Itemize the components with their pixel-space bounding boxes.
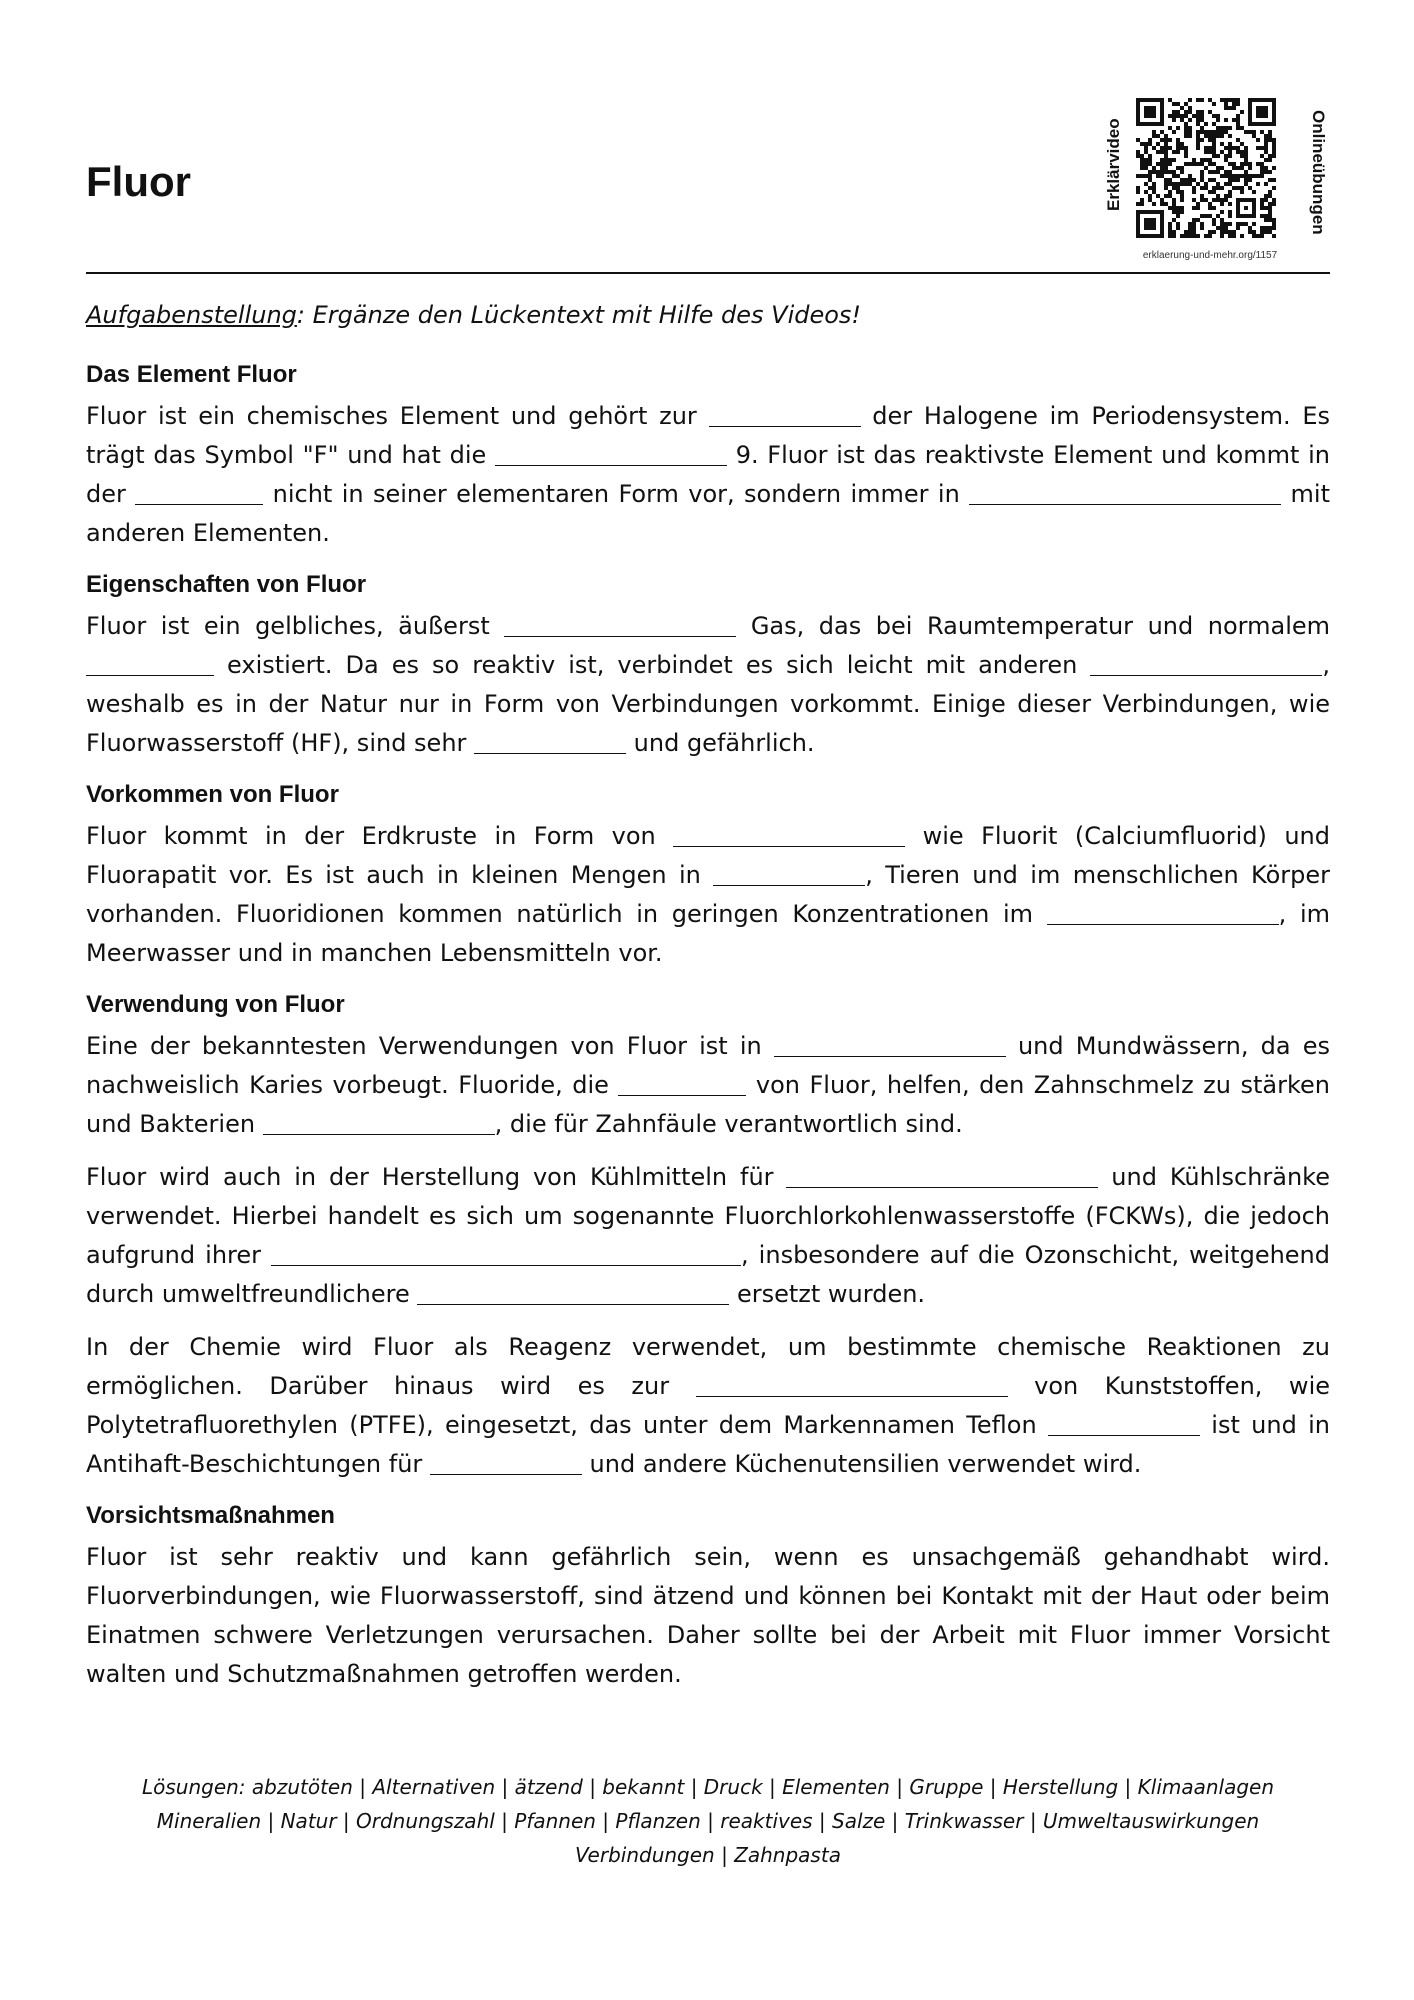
paragraph-verwendung-3 xyxy=(86,1328,1330,1484)
blank-field[interactable] xyxy=(696,1370,1008,1397)
blank-field[interactable] xyxy=(263,1108,495,1135)
text-segment: und andere Küchenutensilien verwendet wird. xyxy=(581,1450,1142,1478)
heading-eigenschaften: Eigenschaften von Fluor xyxy=(86,571,367,598)
text-segment: Fluor ist ein gelbliches, äußerst xyxy=(86,612,505,640)
solutions-line: Verbindungen | Zahnpasta xyxy=(575,1843,841,1867)
text-segment: Fluor ist ein chemisches Element und gehört zur xyxy=(86,402,709,430)
heading-element: Das Element Fluor xyxy=(86,361,297,388)
blank-field[interactable] xyxy=(673,820,905,847)
blank-field[interactable] xyxy=(495,439,727,466)
text-segment: mit anderen Elementen. xyxy=(86,480,1331,547)
paragraph-vorkommen xyxy=(86,817,1330,973)
paragraph-element xyxy=(86,397,1330,553)
text-segment: , insbesondere auf die Ozonschicht, weitgehend durch umweltfreundlichere xyxy=(86,1241,1331,1308)
text-segment: , die für Zahnfäule verantwortlich sind. xyxy=(494,1110,963,1138)
heading-verwendung: Verwendung von Fluor xyxy=(86,991,345,1018)
text-segment: Fluor kommt in der Erdkruste in Form von xyxy=(86,822,674,850)
text-segment: , im Meerwasser und in manchen Lebensmitteln vor. xyxy=(86,900,1330,967)
blank-field[interactable] xyxy=(786,1161,1098,1188)
paragraph-eigenschaften xyxy=(86,607,1330,763)
text-segment: ist und in Antihaft-Beschichtungen für xyxy=(86,1411,1330,1478)
task-label: Aufgabenstellung xyxy=(86,301,297,329)
heading-vorsicht: Vorsichtsmaßnahmen xyxy=(86,1502,335,1529)
text-segment: Fluor wird auch in der Herstellung von Kühlmitteln für xyxy=(86,1163,787,1191)
text-segment: und Kühlschränke verwendet. Hierbei handelt es sich um sogenannte Fluorchlorkohlenwasserstoffe (FCKWs), die jedoch aufgrund ihrer xyxy=(86,1163,1330,1269)
qr-block xyxy=(1086,88,1346,268)
paragraph-vorsicht: Fluor ist sehr reaktiv und kann gefährlich sein, wenn es unsachgemäß gehandhabt wird. Fluorverbindungen, wie Fluorwasserstoff, sind ätzend und können bei Kontakt mit der Haut oder beim Einatmen schwere Verletzungen verursachen. Daher sollte bei der Arbeit mit Fluor immer Vorsicht walten und Schutzmaßnahmen getroffen werden. xyxy=(86,1543,1330,1688)
qr-label-erklaervideo: Erklärvideo xyxy=(1104,118,1123,212)
qr-code-icon[interactable] xyxy=(1132,94,1280,242)
blank-field[interactable] xyxy=(417,1278,729,1305)
blank-field[interactable] xyxy=(86,649,214,676)
qr-url[interactable]: erklaerung-und-mehr.org/1157 xyxy=(1142,250,1278,261)
task-text: : Ergänze den Lückentext mit Hilfe des Videos! xyxy=(296,301,862,329)
text-segment: 9. Fluor ist das reaktivste Element und kommt in der xyxy=(86,441,1330,508)
blank-field[interactable] xyxy=(430,1448,582,1475)
solutions-box xyxy=(86,1770,1330,1872)
text-segment: , weshalb es in der Natur nur in Form von Verbindungen vorkommt. Einige dieser Verbindungen, wie Fluorwasserstoff (HF), sind sehr xyxy=(86,651,1330,757)
blank-field[interactable] xyxy=(271,1239,741,1266)
text-segment: wie Fluorit (Calciumfluorid) und Fluorapatit vor. Es ist auch in kleinen Mengen in xyxy=(86,822,1330,889)
qr-label-onlineuebungen: Onlineübungen xyxy=(1309,109,1328,235)
blank-field[interactable] xyxy=(135,478,263,505)
text-segment: existiert. Da es so reaktiv ist, verbindet es sich leicht mit anderen xyxy=(214,651,1091,679)
blank-field[interactable] xyxy=(618,1069,746,1096)
solutions-line: Lösungen: abzutöten | Alternativen | ätzend | bekannt | Druck | Elementen | Gruppe | Herstellung | Klimaanlagen xyxy=(141,1775,1275,1799)
heading-vorkommen: Vorkommen von Fluor xyxy=(86,781,339,808)
text-segment: ersetzt wurden. xyxy=(729,1280,926,1308)
page-title: Fluor xyxy=(86,158,191,205)
blank-field[interactable] xyxy=(1047,898,1279,925)
header-divider xyxy=(86,272,1330,274)
worksheet-content xyxy=(86,296,1330,1708)
blank-field[interactable] xyxy=(1090,649,1322,676)
text-segment: In der Chemie wird Fluor als Reagenz verwendet, um bestimmte chemische Reaktionen zu ermöglichen. Darüber hinaus wird es zur xyxy=(86,1333,1330,1400)
solutions-line: Mineralien | Natur | Ordnungszahl | Pfannen | Pflanzen | reaktives | Salze | Trinkwasser | Umweltauswirkungen xyxy=(156,1809,1260,1833)
text-segment: der Halogene im Periodensystem. Es trägt das Symbol "F" und hat die xyxy=(86,402,1330,469)
blank-field[interactable] xyxy=(504,610,736,637)
blank-field[interactable] xyxy=(774,1030,1006,1057)
text-segment: nicht in seiner elementaren Form vor, sondern immer in xyxy=(263,480,970,508)
task-instruction xyxy=(86,296,1330,335)
paragraph-verwendung-1 xyxy=(86,1027,1330,1144)
blank-field[interactable] xyxy=(474,727,626,754)
text-segment: Gas, das bei Raumtemperatur und normalem xyxy=(736,612,1331,640)
text-segment: von Kunststoffen, wie Polytetrafluorethylen (PTFE), eingesetzt, das unter dem Markennamen Teflon xyxy=(86,1372,1330,1439)
blank-field[interactable] xyxy=(713,859,865,886)
blank-field[interactable] xyxy=(969,478,1281,505)
text-segment: Eine der bekanntesten Verwendungen von Fluor ist in xyxy=(86,1032,774,1060)
text-segment: und gefährlich. xyxy=(626,729,815,757)
text-segment: und Mundwässern, da es nachweislich Karies vorbeugt. Fluoride, die xyxy=(86,1032,1330,1099)
blank-field[interactable] xyxy=(709,400,861,427)
text-segment: , Tieren und im menschlichen Körper vorhanden. Fluoridionen kommen natürlich in geringen Konzentrationen im xyxy=(86,861,1330,928)
text-segment: von Fluor, helfen, den Zahnschmelz zu stärken und Bakterien xyxy=(86,1071,1330,1138)
paragraph-verwendung-2 xyxy=(86,1158,1330,1314)
blank-field[interactable] xyxy=(1048,1409,1200,1436)
